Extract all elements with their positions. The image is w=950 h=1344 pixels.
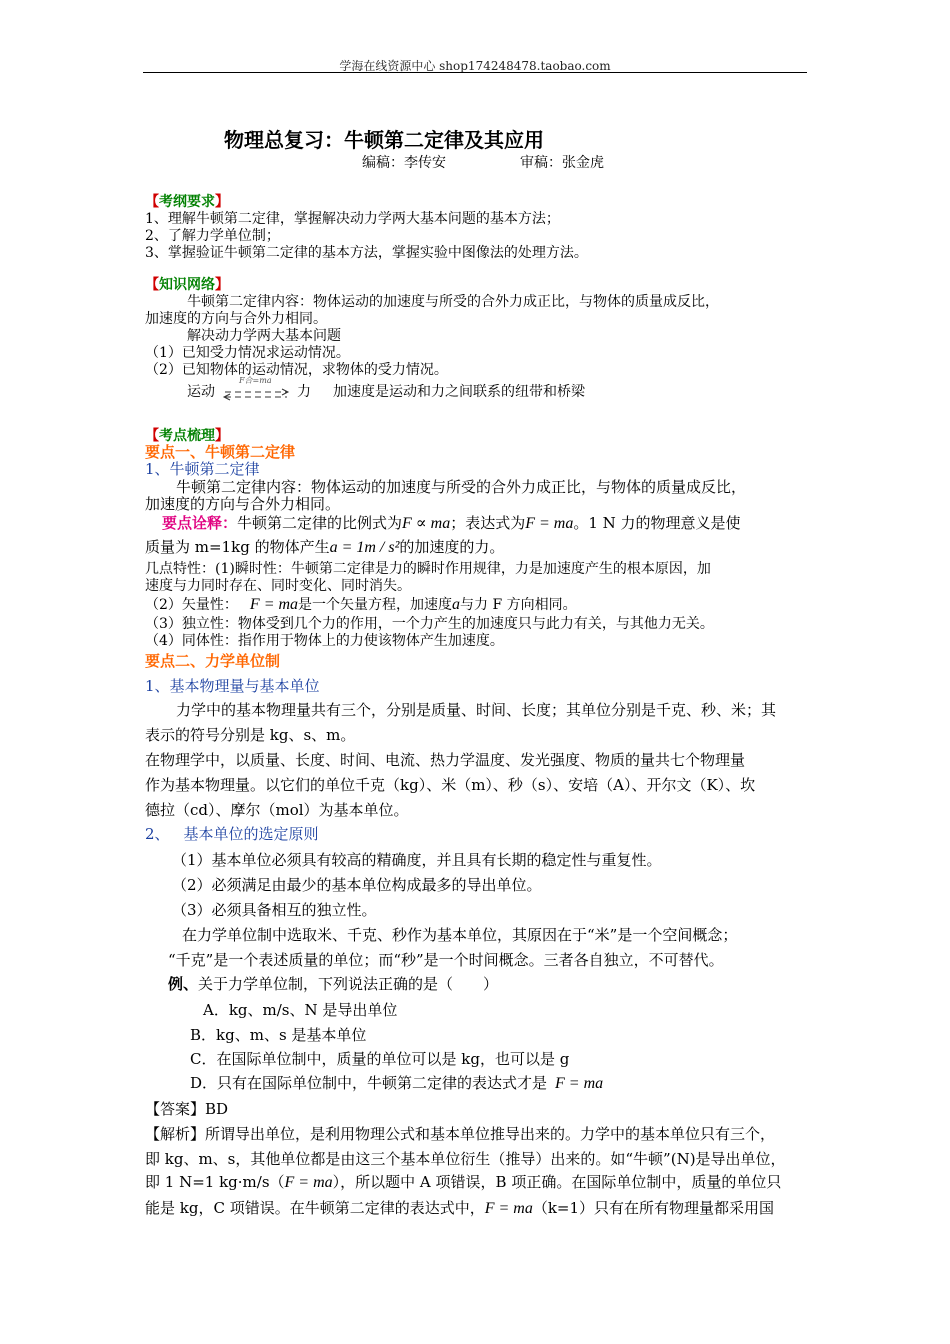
principle-item: （3）必须具备相互的独立性。 — [172, 901, 377, 919]
analysis-line: 即 kg、m、s，其他单位都是由这三个基本单位衍生（推导）出来的。如“牛顿”(N)是导出单位， — [145, 1150, 786, 1168]
network-question: （2）已知物体的运动情况，求物体的受力情况。 — [145, 362, 448, 378]
property-line: 几点特性：(1)瞬时性：牛顿第二定律是力的瞬时作用规律，力是加速度产生的根本原因，加 — [145, 561, 711, 577]
key-point-2-subtitle-2: 2、 基本单位的选定原则 — [145, 825, 319, 843]
formula: F = ma — [525, 515, 574, 532]
key-point-2-title: 要点二、力学单位制 — [145, 652, 281, 670]
editor-credit: 编稿：李传安 — [362, 155, 446, 171]
explain-label: 要点诠释： — [162, 514, 238, 532]
property-line: 速度与力同时存在、同时变化、同时消失。 — [145, 578, 411, 594]
formula: F = ma — [284, 1174, 333, 1191]
syllabus-item: 3、掌握验证牛顿第二定律的基本方法，掌握实验中图像法的处理方法。 — [145, 245, 588, 261]
network-paragraph: 牛顿第二定律内容：物体运动的加速度与所受的合外力成正比，与物体的质量成反比， — [187, 294, 719, 310]
syllabus-item: 1、理解牛顿第二定律，掌握解决动力学两大基本问题的基本方法； — [145, 211, 560, 227]
example-label: 例、 — [168, 975, 199, 993]
units-paragraph: 在物理学中，以质量、长度、时间、电流、热力学温度、发光强度、物质的量共七个物理量 — [145, 751, 746, 769]
analysis-line: 能是 kg，C 项错误。在牛顿第二定律的表达式中，F = ma（k=1）只有在所有物理量都采用国 — [145, 1199, 775, 1217]
formula: F = ma — [555, 1075, 604, 1092]
principle-item: （2）必须满足由最少的基本单位构成最多的导出单位。 — [172, 876, 542, 894]
explain-line: 质量为 m=1kg 的物体产生a = 1m / s²的加速度的力。 — [145, 538, 505, 556]
page-header: 学海在线资源中心 shop174248478.taobao.com — [339, 59, 611, 73]
units-paragraph: 表示的符号分别是 kg、s、m。 — [145, 726, 356, 744]
analysis-line: 即 1 N=1 kg·m/s（F = ma），所以题中 A 项错误，B 项正确。在国际单位制中，质量的单位只 — [145, 1173, 782, 1191]
property-line: （2）矢量性： F = ma是一个矢量方程，加速度a与力 F 方向相同。 — [145, 596, 577, 613]
diagram-motion-label: 运动 — [187, 384, 215, 400]
network-question: （1）已知受力情况求运动情况。 — [145, 345, 350, 361]
key-point-2-subtitle: 1、基本物理量与基本单位 — [145, 677, 320, 695]
units-paragraph: 作为基本物理量。以它们的单位千克（kg）、米（m）、秒（s）、安培（A）、开尔文（K）、坎 — [145, 776, 756, 794]
page-title: 物理总复习：牛顿第二定律及其应用 — [224, 128, 544, 152]
option-d: D．只有在国际单位制中，牛顿第二定律的表达式才是 F = ma — [190, 1074, 604, 1092]
double-arrow-icon — [219, 376, 293, 401]
formula: F = ma — [249, 596, 299, 613]
property-line: （4）同体性：指作用于物体上的力使该物体产生加速度。 — [145, 633, 504, 649]
analysis-line: 【解析】所谓导出单位，是利用物理公式和基本单位推导出来的。力学中的基本单位只有三个， — [145, 1125, 776, 1143]
option-b: B．kg、m、s 是基本单位 — [190, 1026, 367, 1044]
network-paragraph: 解决动力学两大基本问题 — [187, 328, 341, 344]
property-line: （3）独立性：物体受到几个力的作用，一个力产生的加速度只与此力有关，与其他力无关。 — [145, 616, 714, 632]
header-rule — [143, 72, 807, 73]
key-point-1-title: 要点一、牛顿第二定律 — [145, 443, 296, 461]
points-heading: 【考点梳理】 — [145, 428, 229, 444]
formula: a = 1m / s² — [329, 539, 400, 556]
formula: F = ma — [484, 1200, 533, 1217]
syllabus-item: 2、了解力学单位制； — [145, 228, 280, 244]
diagram-note: 加速度是运动和力之间联系的纽带和桥梁 — [333, 384, 585, 400]
diagram-force-label: 力 — [297, 384, 311, 400]
diagram-formula: F合=ma — [239, 376, 272, 385]
answer: 【答案】BD — [145, 1100, 229, 1118]
reason-paragraph: 在力学单位制中选取米、千克、秒作为基本单位，其原因在于“米”是一个空间概念； — [182, 926, 738, 944]
option-c: C．在国际单位制中，质量的单位可以是 kg，也可以是 g — [190, 1050, 570, 1068]
syllabus-heading: 【考纲要求】 — [145, 194, 229, 210]
principle-item: （1）基本单位必须具有较高的精确度，并且具有长期的稳定性与重复性。 — [172, 851, 662, 869]
reviewer-credit: 审稿：张金虎 — [520, 155, 604, 171]
kp1-paragraph: 加速度的方向与合外力相同。 — [145, 495, 341, 513]
option-a: A．kg、m/s、N 是导出单位 — [203, 1001, 398, 1019]
units-paragraph: 力学中的基本物理量共有三个，分别是质量、时间、长度；其单位分别是千克、秒、米；其 — [176, 701, 777, 719]
units-paragraph: 德拉（cd）、摩尔（mol）为基本单位。 — [145, 801, 409, 819]
motion-force-diagram — [187, 376, 585, 401]
explain-line: 要点诠释：牛顿第二定律的比例式为F ∝ ma；表达式为F = ma。1 N 力的物理意义是使 — [162, 514, 741, 532]
network-heading: 【知识网络】 — [145, 277, 229, 293]
network-paragraph: 加速度的方向与合外力相同。 — [145, 311, 327, 327]
key-point-1-subtitle: 1、牛顿第二定律 — [145, 460, 260, 478]
formula: F ∝ ma — [402, 515, 451, 532]
reason-paragraph: “千克”是一个表述质量的单位；而“秒”是一个时间概念。三者各自独立，不可替代。 — [168, 951, 724, 969]
kp1-paragraph: 牛顿第二定律内容：物体运动的加速度与所受的合外力成正比，与物体的质量成反比， — [176, 478, 747, 496]
example-question: 例、关于力学单位制，下列说法正确的是（ ） — [168, 975, 499, 993]
formula: a — [452, 596, 461, 613]
